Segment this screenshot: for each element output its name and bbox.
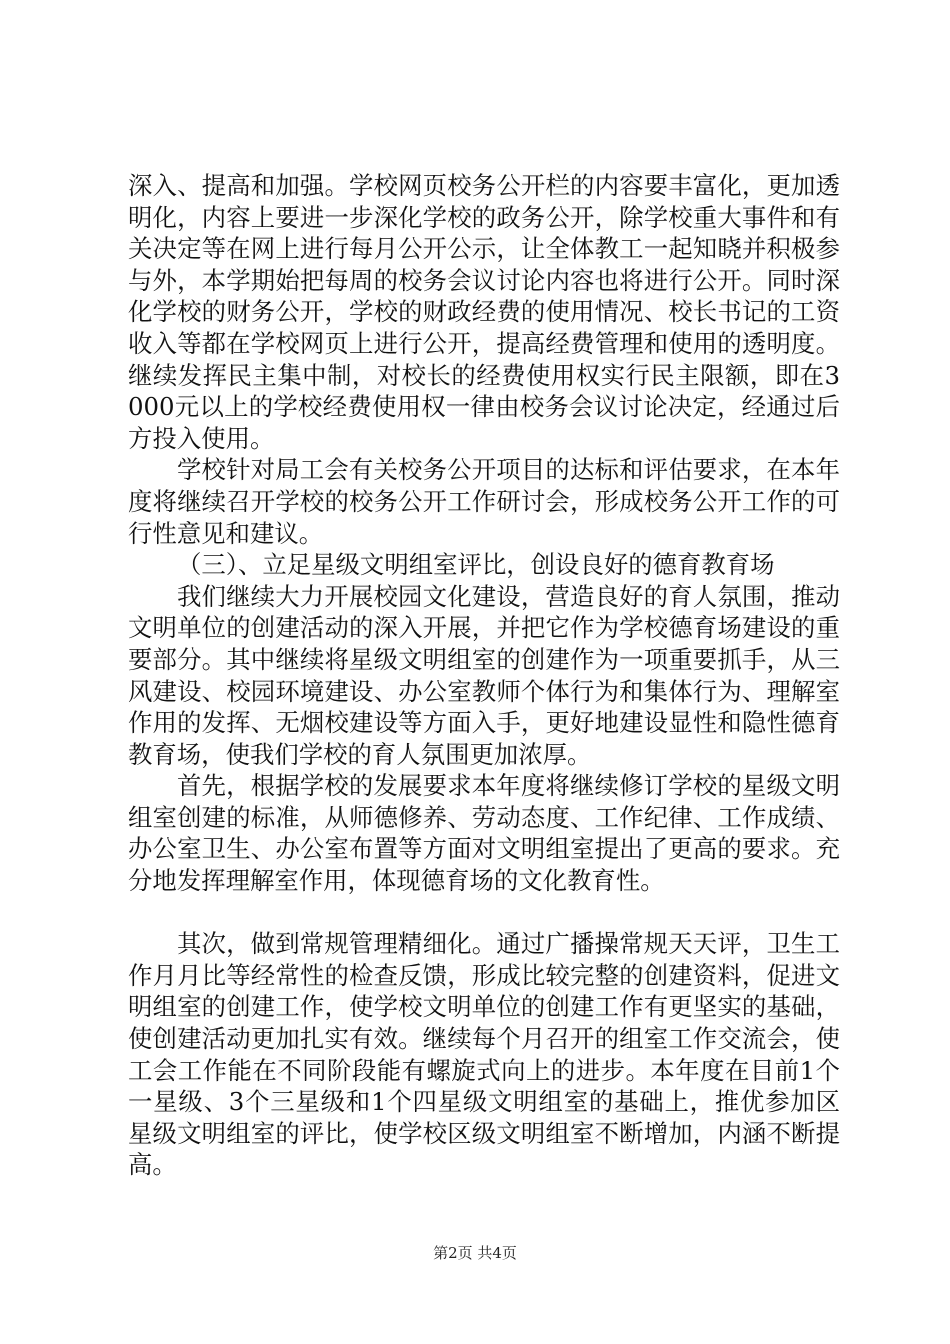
paragraph-campus-culture: 我们继续大力开展校园文化建设，营造良好的育人氛围，推动文明单位的创建活动的深入开展，并把它作为学校德育场建设的重要部分。其中继续将星级文明组室的创建作为一项重要抓手，从三风建设、校园环境建设、办公室教师个体行为和集体行为、理解室作用的发挥、无烟校建设等方面入手，更好地建设显性和隐性德育教育场，使我们学校的育人氛围更加浓厚。	[128, 581, 840, 769]
paragraph-first: 首先，根据学校的发展要求本年度将继续修订学校的星级文明组室创建的标准，从师德修养、劳动态度、工作纪律、工作成绩、办公室卫生、办公室布置等方面对文明组室提出了更高的要求。充分地发挥理解室作用，体现德育场的文化教育性。	[128, 771, 840, 896]
page-footer: 第2页 共4页	[433, 1244, 517, 1262]
paragraph-union-review: 学校针对局工会有关校务公开项目的达标和评估要求，在本年度将继续召开学校的校务公开工作研讨会，形成校务公开工作的可行性意见和建议。	[128, 455, 840, 548]
paragraph-continuation: 深入、提高和加强。学校网页校务公开栏的内容要丰富化，更加透明化，内容上要进一步深化学校的政务公开，除学校重大事件和有关决定等在网上进行每月公开公示，让全体教工一起知晓并积极参与外，本学期始把每周的校务会议讨论内容也将进行公开。同时深化学校的财务公开，学校的财政经费的使用情况、校长书记的工资收入等都在学校网页上进行公开，提高经费管理和使用的透明度。继续发挥民主集中制，对校长的经费使用权实行民主限额，即在3000元以上的学校经费使用权一律由校务会议讨论决定，经通过后方投入使用。	[128, 171, 840, 453]
paragraph-second: 其次，做到常规管理精细化。通过广播操常规天天评，卫生工作月月比等经常性的检查反馈，形成比较完整的创建资料，促进文明组室的创建工作，使学校文明单位的创建工作有更坚实的基础，使创建活动更加扎实有效。继续每个月召开的组室工作交流会，使工会工作能在不同阶段能有螺旋式向上的进步。本年度在目前1个一星级、3个三星级和1个四星级文明组室的基础上，推优参加区星级文明组室的评比，使学校区级文明组室不断增加，内涵不断提高。	[128, 929, 840, 1180]
section-heading-three: （三）、立足星级文明组室评比，创设良好的德育教育场	[177, 550, 775, 580]
document-body	[128, 170, 840, 1181]
